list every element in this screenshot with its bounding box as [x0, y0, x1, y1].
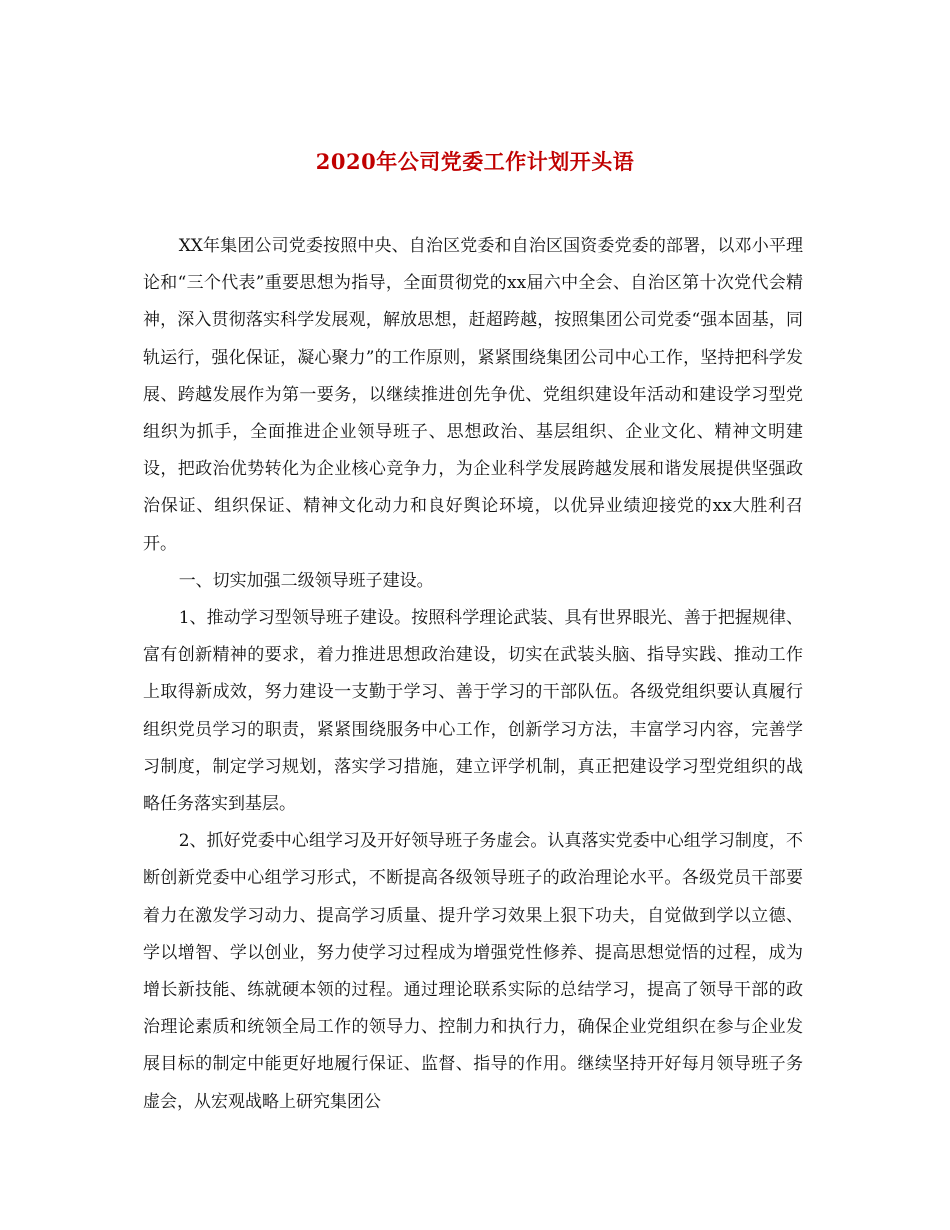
paragraph-intro: XX年集团公司党委按照中央、自治区党委和自治区国资委党委的部署，以邓小平理论和“三个代表”重要思想为指导，全面贯彻党的xx届六中全会、自治区第十次党代会精神，深入贯彻落实科学发展观，解放思想，赶超跨越，按照集团公司党委“强本固基，同轨运行，强化保证，凝心聚力”的工作原则，紧紧围绕集团公司中心工作，坚持把科学发展、跨越发展作为第一要务，以继续推进创先争优、党组织建设年活动和建设学习型党组织为抓手，全面推进企业领导班子、思想政治、基层组织、企业文化、精神文明建设，把政治优势转化为企业核心竞争力，为企业科学发展跨越发展和谐发展提供坚强政治保证、组织保证、精神文化动力和良好舆论环境，以优异业绩迎接党的xx大胜利召开。 [143, 236, 803, 554]
paragraph-item-2: 2、抓好党委中心组学习及开好领导班子务虚会。认真落实党委中心组学习制度，不断创新党委中心组学习形式，不断提高各级领导班子的政治理论水平。各级党员干部要着力在激发学习动力、提高学习质量、提升学习效果上狠下功夫，自觉做到学以立德、学以增智、学以创业，努力使学习过程成为增强党性修养、提高思想觉悟的过程，成为增长新技能、练就硬本领的过程。通过理论联系实际的总结学习，提高了领导干部的政治理论素质和统领全局工作的领导力、控制力和执行力，确保企业党组织在参与企业发展目标的制定中能更好地履行保证、监督、指导的作用。继续坚持开好每月领导班子务虚会，从宏观战略上研究集团公 [143, 831, 803, 1112]
paragraph-item-1: 1、推动学习型领导班子建设。按照科学理论武装、具有世界眼光、善于把握规律、富有创新精神的要求，着力推进思想政治建设，切实在武装头脑、指导实践、推动工作上取得新成效，努力建设一支勤于学习、善于学习的干部队伍。各级党组织要认真履行组织党员学习的职责，紧紧围绕服务中心工作，创新学习方法，丰富学习内容，完善学习制度，制定学习规划，落实学习措施，建立评学机制，真正把建设学习型党组织的战略任务落实到基层。 [143, 608, 803, 815]
document-title: 2020年公司党委工作计划开头语 [315, 149, 635, 174]
section-heading-1: 一、切实加强二级领导班子建设。 [178, 570, 434, 591]
document-body [143, 228, 803, 1121]
